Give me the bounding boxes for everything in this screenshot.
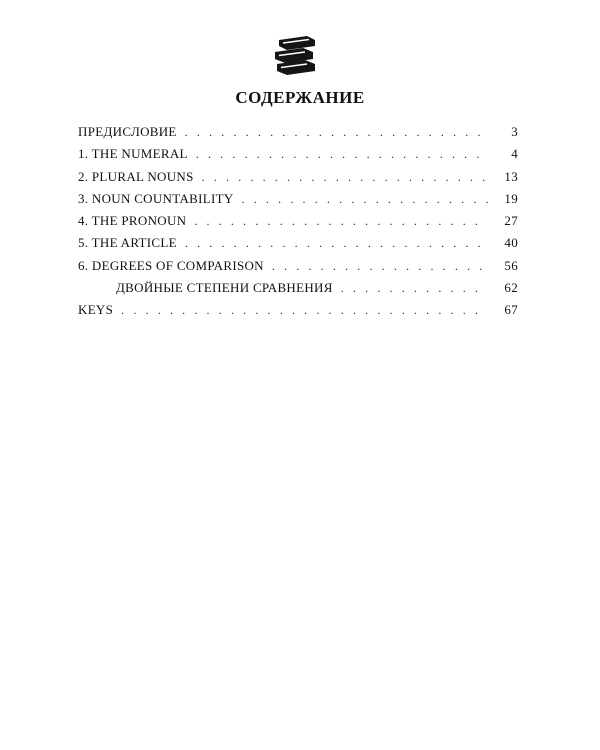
dot-leader (194, 214, 488, 229)
stack-of-books-icon (271, 34, 319, 78)
toc-entry-double-degrees[interactable] (78, 280, 518, 302)
table-of-contents (78, 124, 518, 325)
toc-page-number: 4 (511, 146, 518, 162)
page-title: СОДЕРЖАНИЕ (235, 88, 365, 107)
dot-leader (272, 259, 488, 274)
toc-entry-preface[interactable] (78, 124, 518, 146)
toc-entry-label: 6. DEGREES OF COMPARISON (78, 257, 264, 273)
toc-page-number: 40 (504, 235, 518, 251)
toc-entry-plural-nouns[interactable] (78, 169, 518, 191)
dot-leader (185, 236, 488, 251)
toc-entry-keys[interactable] (78, 302, 518, 324)
toc-entry-label: ПРЕДИСЛОВИЕ (78, 124, 177, 139)
toc-page-number: 19 (504, 190, 518, 206)
dot-leader (341, 281, 488, 296)
dot-leader (242, 192, 488, 207)
toc-page-number: 56 (504, 257, 518, 273)
toc-page-number: 3 (511, 124, 518, 139)
toc-page-number: 62 (504, 280, 518, 296)
toc-entry-noun-countability[interactable] (78, 191, 518, 213)
toc-entry-pronoun[interactable] (78, 213, 518, 235)
toc-entry-degrees-of-comparison[interactable] (78, 258, 518, 280)
toc-entry-label: ДВОЙНЫЕ СТЕПЕНИ СРАВНЕНИЯ (116, 280, 333, 296)
toc-entry-article[interactable] (78, 235, 518, 257)
dot-leader (121, 303, 488, 318)
toc-page-number: 13 (504, 168, 518, 184)
toc-entry-label: 2. PLURAL NOUNS (78, 168, 194, 184)
toc-entry-label: KEYS (78, 302, 114, 318)
toc-entry-numeral[interactable] (78, 146, 518, 168)
toc-entry-label: 5. THE ARTICLE (78, 235, 177, 251)
dot-leader (202, 170, 488, 185)
toc-page-number: 27 (504, 213, 518, 229)
toc-entry-label: 4. THE PRONOUN (78, 213, 187, 229)
toc-entry-label: 1. THE NUMERAL (78, 146, 188, 162)
dot-leader (196, 147, 488, 162)
toc-entry-label: 3. NOUN COUNTABILITY (78, 190, 234, 206)
dot-leader (185, 125, 488, 140)
toc-page-number: 67 (504, 302, 518, 318)
